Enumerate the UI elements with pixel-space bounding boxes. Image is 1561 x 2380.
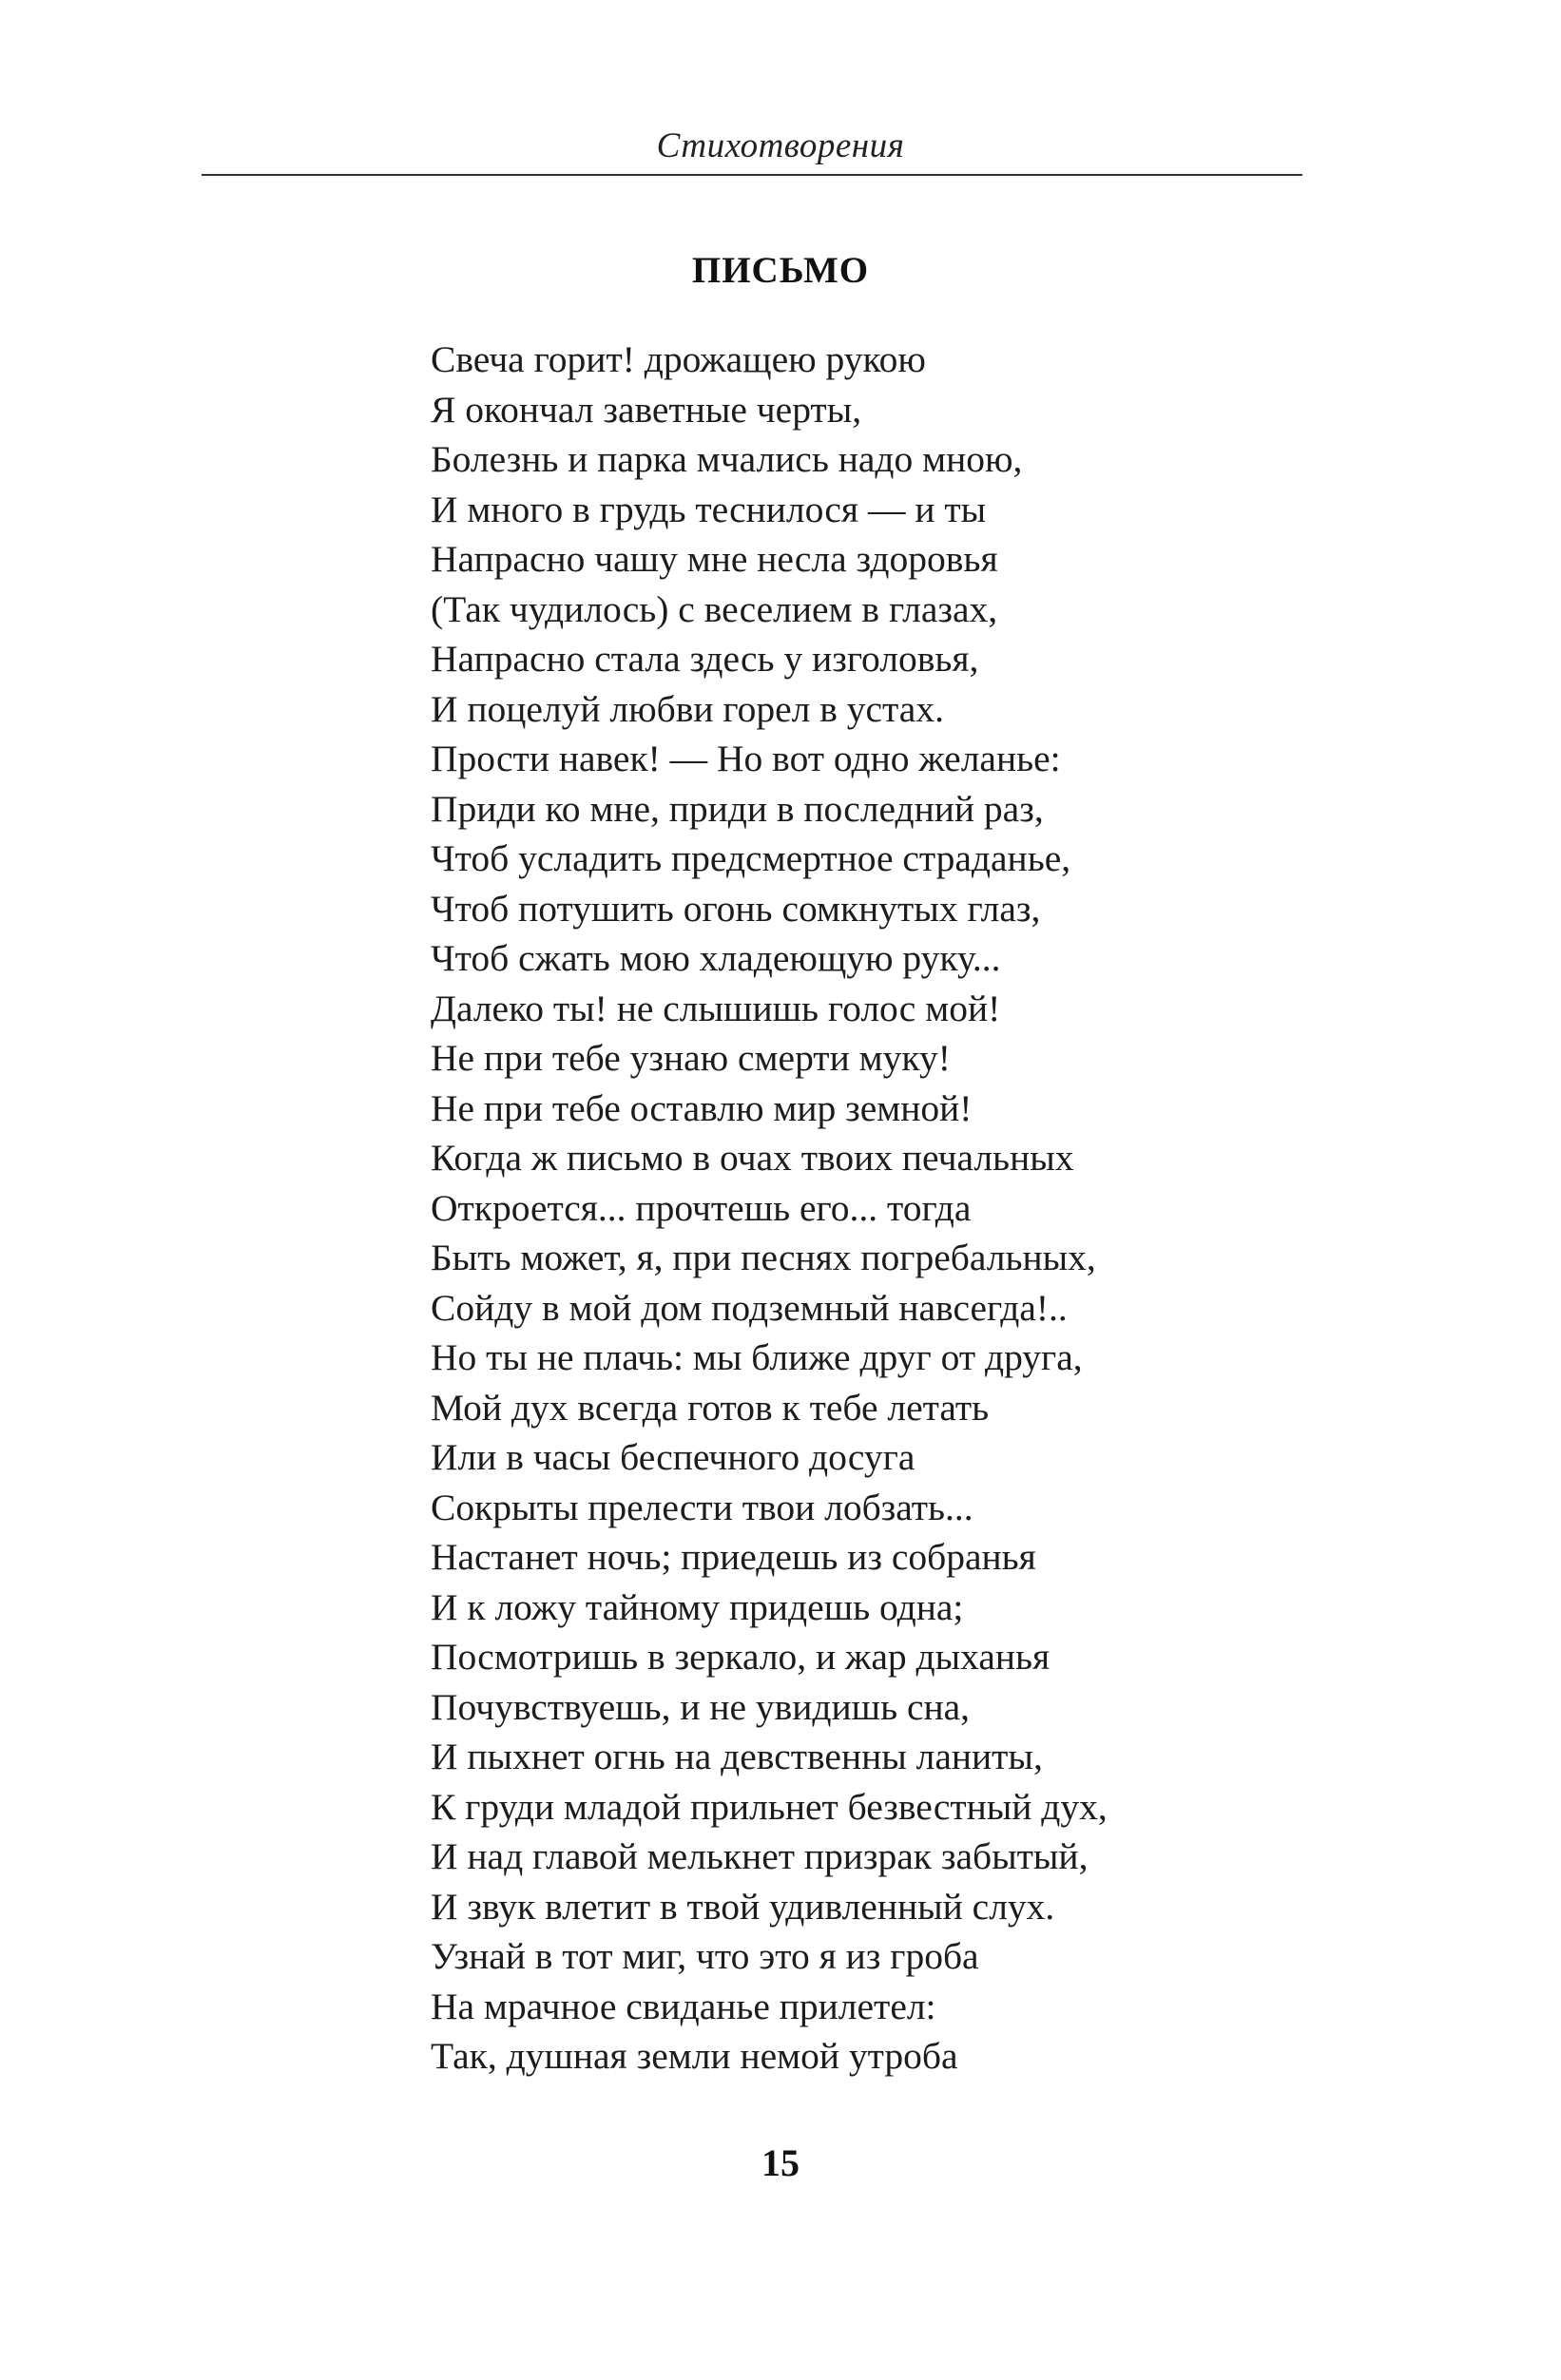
poem-line: К груди младой прильнет безвестный дух, (431, 1785, 1108, 1828)
poem-line: Свеча горит! дрожащею рукою (431, 338, 926, 380)
poem-line: Напрасно стала здесь у изголовья, (431, 638, 979, 680)
poem-line: И к ложу тайному придешь одна; (431, 1585, 964, 1628)
poem-line: Чтоб усладить предсмертное страданье, (431, 837, 1071, 879)
poem-line: И звук влетит в твой удивленный слух. (431, 1885, 1055, 1928)
poem-line: Прости навек! — Но вот одно желанье: (431, 738, 1061, 779)
poem-line: Почувствуешь, и не увидишь сна, (431, 1685, 971, 1728)
poem-line: Посмотришь в зеркало, и жар дыханья (431, 1636, 1050, 1678)
poem-line: Так, душная земли немой утроба (431, 2035, 958, 2077)
poem-line: Напрасно чашу мне несла здоровья (431, 538, 998, 580)
poem-line: Не при тебе оставлю мир земной! (431, 1086, 973, 1129)
poem-body (431, 335, 1343, 2082)
poem-line: И много в грудь теснилося — и ты (431, 488, 987, 530)
poem-line: Чтоб сжать мою хладеющую руку... (431, 937, 1001, 979)
poem-line: И поцелуй любви горел в устах. (431, 687, 944, 730)
running-head: Стихотворения (656, 126, 905, 165)
poem-line: Мой дух всегда готов к тебе летать (431, 1386, 990, 1429)
poem-line: Или в часы беспечного досуга (431, 1436, 915, 1478)
poem-line: Приди ко мне, приди в последний раз, (431, 787, 1044, 830)
poem-line: Узнай в тот миг, что это я из гроба (431, 1935, 979, 1977)
poem-line: Болезнь и парка мчались надо мною, (431, 438, 1023, 480)
poem-line: И над главой мелькнет призрак забытый, (431, 1835, 1089, 1877)
poem-line: Чтоб потушить огонь сомкнутых глаз, (431, 887, 1041, 930)
poem-line: Настанет ночь; приедешь из собранья (431, 1536, 1036, 1578)
poem-line: Когда ж письмо в очах твоих печальных (431, 1137, 1074, 1179)
poem-line: Откроется... прочтешь его... тогда (431, 1186, 972, 1229)
poem-title: ПИСЬМО (691, 250, 870, 291)
poem-line: Сокрыты прелести твои лобзать... (431, 1486, 973, 1528)
poem-line: Не при тебе узнаю смерти муку! (431, 1037, 951, 1079)
poem-line: На мрачное свиданье прилетел: (431, 1985, 936, 2027)
poem-line: Быть может, я, при песнях погребальных, (431, 1237, 1096, 1278)
header-rule (202, 174, 1302, 176)
page-number: 15 (761, 2141, 800, 2184)
poem-line: (Так чудилось) с веселием в глазах, (431, 587, 998, 630)
poem-line: И пыхнет огнь на девственны ланиты, (431, 1736, 1043, 1777)
poem-line: Сойду в мой дом подземный навсегда!.. (431, 1286, 1068, 1329)
poem-line: Я окончал заветные черты, (431, 388, 862, 431)
poem-line: Но ты не плачь: мы ближе друг от друга, (431, 1336, 1083, 1378)
poem-line: Далеко ты! не слышишь голос мой! (431, 987, 1001, 1029)
